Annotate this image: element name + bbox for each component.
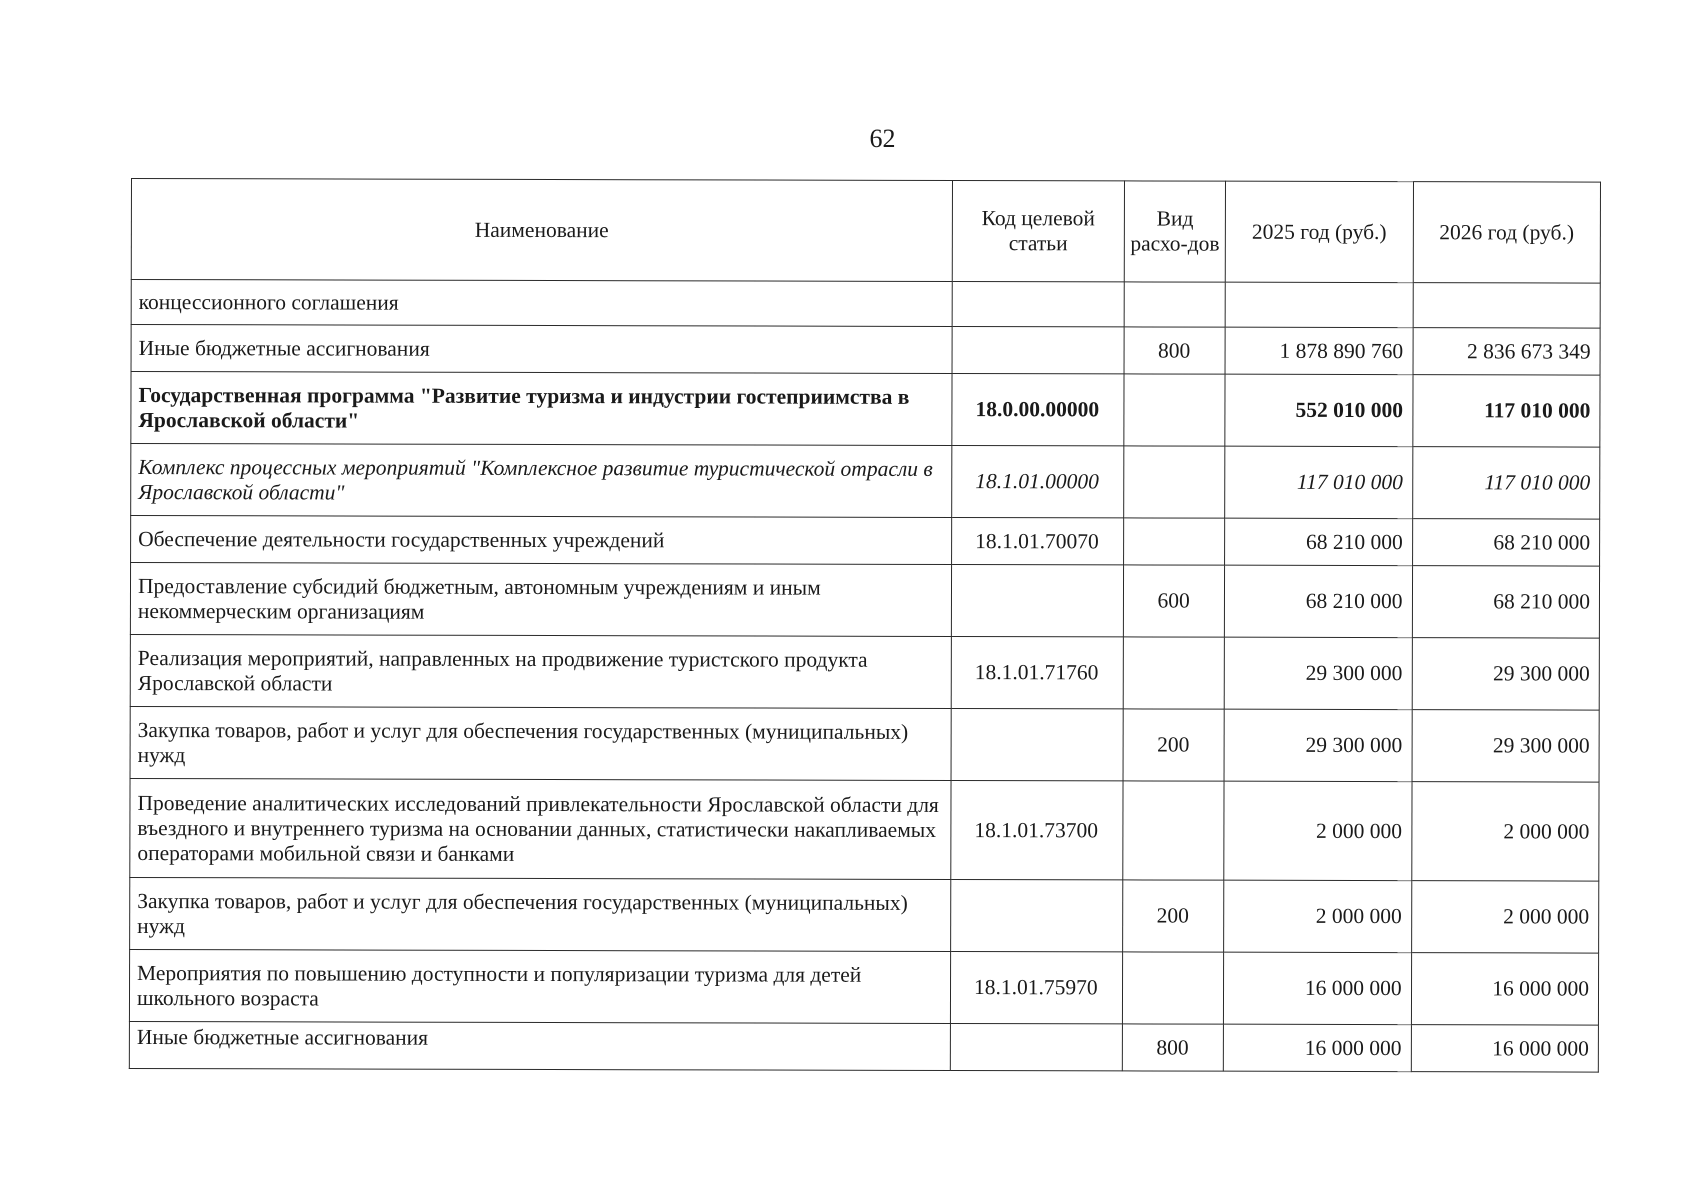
row-value-2026: 16 000 000 xyxy=(1411,1025,1599,1072)
row-value-2025: 2 000 000 xyxy=(1224,781,1412,880)
header-type: Вид расхо-дов xyxy=(1124,181,1225,282)
table-row xyxy=(130,877,1599,953)
row-type xyxy=(1124,518,1225,565)
row-type xyxy=(1123,637,1224,709)
row-name: Закупка товаров, работ и услуг для обеспечения государственных (муниципальных) нужд xyxy=(130,706,951,780)
row-value-2026: 16 000 000 xyxy=(1411,953,1599,1025)
row-code xyxy=(952,327,1124,374)
row-value-2025: 68 210 000 xyxy=(1225,565,1413,637)
row-value-2025: 2 000 000 xyxy=(1224,880,1412,952)
row-value-2025: 16 000 000 xyxy=(1224,1024,1411,1071)
table-row xyxy=(131,325,1600,376)
row-name: Реализация мероприятий, направленных на продвижение туристского продукта Ярославской области xyxy=(130,634,951,708)
row-name: Предоставление субсидий бюджетным, автономным учреждениям и иным некоммерческим организациям xyxy=(130,563,951,637)
row-code xyxy=(950,880,1123,952)
row-value-2025: 552 010 000 xyxy=(1225,374,1413,446)
row-code: 18.1.01.70070 xyxy=(951,518,1123,565)
table-row xyxy=(130,706,1599,782)
row-type: 200 xyxy=(1123,709,1224,781)
header-name: Наименование xyxy=(131,179,952,282)
row-code xyxy=(952,282,1124,327)
row-value-2026: 29 300 000 xyxy=(1412,638,1600,710)
header-year-2026: 2026 год (руб.) xyxy=(1413,182,1601,283)
row-name: Комплекс процессных мероприятий "Комплексное развитие туристической отрасли в Ярославской области" xyxy=(131,444,952,518)
table-header-row xyxy=(131,179,1600,284)
row-type: 200 xyxy=(1123,880,1224,952)
row-value-2025 xyxy=(1225,282,1412,327)
table-row-program xyxy=(131,372,1600,448)
row-value-2026: 68 210 000 xyxy=(1412,566,1600,638)
row-code: 18.1.01.73700 xyxy=(950,781,1123,880)
row-code: 18.0.00.00000 xyxy=(952,374,1125,446)
row-value-2026: 68 210 000 xyxy=(1412,519,1600,566)
row-value-2026: 29 300 000 xyxy=(1412,710,1600,782)
table-row xyxy=(129,949,1598,1025)
table-row xyxy=(130,778,1599,881)
row-type xyxy=(1124,282,1225,327)
row-value-2025: 117 010 000 xyxy=(1225,446,1413,518)
row-name: Проведение аналитических исследований привлекательности Ярославской области для въездного и внутреннего туризма на основании данных, статистически накапливаемых операторами мобильной связи и банками xyxy=(130,778,951,879)
row-type: 800 xyxy=(1124,327,1225,374)
row-type xyxy=(1123,781,1224,880)
row-code xyxy=(950,1024,1122,1071)
row-value-2026: 2 836 673 349 xyxy=(1413,328,1601,375)
row-type: 800 xyxy=(1122,1024,1223,1071)
row-code: 18.1.01.71760 xyxy=(951,637,1124,709)
row-value-2026: 2 000 000 xyxy=(1411,881,1599,953)
row-name: Обеспечение деятельности государственных учреждений xyxy=(131,516,952,565)
row-name: Иные бюджетные ассигнования xyxy=(129,1021,950,1070)
table-row xyxy=(129,1021,1598,1072)
row-name: Иные бюджетные ассигнования xyxy=(131,325,952,374)
row-value-2026: 117 010 000 xyxy=(1412,375,1600,447)
table-row xyxy=(130,563,1599,639)
row-code: 18.1.01.75970 xyxy=(950,952,1123,1024)
row-value-2026: 117 010 000 xyxy=(1412,447,1600,519)
row-value-2026: 2 000 000 xyxy=(1411,782,1599,881)
row-value-2025: 16 000 000 xyxy=(1224,952,1412,1024)
row-value-2025: 68 210 000 xyxy=(1225,518,1412,565)
table-row-complex xyxy=(131,444,1600,520)
header-code: Код целевой статьи xyxy=(952,181,1125,282)
row-type: 600 xyxy=(1123,565,1224,637)
table-row xyxy=(130,634,1599,710)
row-type xyxy=(1124,374,1225,446)
page-number: 62 xyxy=(869,124,896,153)
row-value-2025: 29 300 000 xyxy=(1224,709,1412,781)
row-name: Закупка товаров, работ и услуг для обеспечения государственных (муниципальных) нужд xyxy=(130,877,951,951)
row-name: Государственная программа "Развитие туризма и индустрии гостеприимства в Ярославской области" xyxy=(131,372,952,446)
row-value-2025: 1 878 890 760 xyxy=(1225,327,1412,374)
row-name: Мероприятия по повышению доступности и популяризации туризма для детей школьного возраста xyxy=(129,949,950,1023)
row-code: 18.1.01.00000 xyxy=(951,446,1124,518)
row-value-2025: 29 300 000 xyxy=(1224,637,1412,709)
table-row xyxy=(131,516,1600,567)
row-type xyxy=(1124,446,1225,518)
row-type xyxy=(1122,952,1223,1024)
row-code xyxy=(951,709,1124,781)
budget-table xyxy=(129,178,1601,1073)
header-year-2025: 2025 год (руб.) xyxy=(1225,181,1413,282)
row-value-2026 xyxy=(1413,283,1601,328)
row-name: концессионного соглашения xyxy=(131,280,952,327)
row-code xyxy=(951,565,1124,637)
table-row xyxy=(131,280,1600,329)
